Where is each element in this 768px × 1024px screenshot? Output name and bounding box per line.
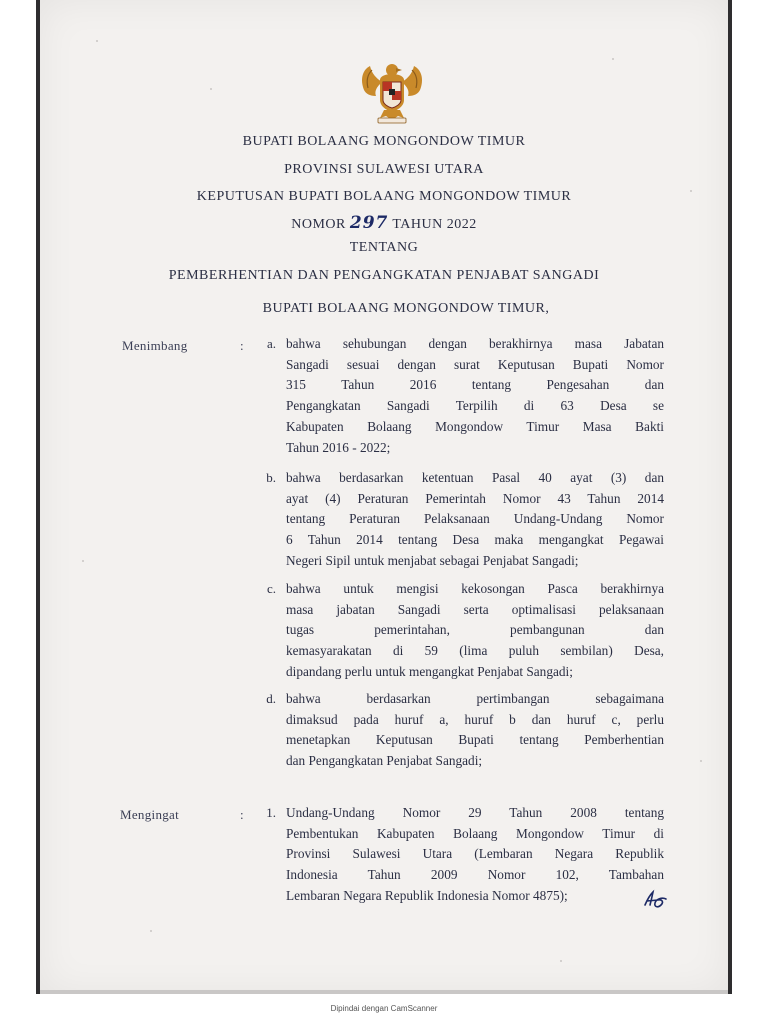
scan-speck (560, 960, 562, 962)
menimbang-marker-a: a. (266, 336, 276, 351)
handwritten-paraf-icon (642, 888, 668, 910)
menimbang-d-line: bahwa berdasarkan pertimbangan sebagaimana (286, 691, 664, 706)
nomor-year: TAHUN 2022 (392, 217, 477, 232)
menimbang-a-line: Tahun 2016 - 2022; (286, 439, 391, 455)
menimbang-item-b (286, 468, 664, 572)
header-issuer: BUPATI BOLAANG MONGONDOW TIMUR, (262, 301, 550, 316)
menimbang-c-line: masa jabatan Sangadi serta optimalisasi pelaksanaan (286, 601, 664, 617)
nomor-handwritten-number: 297 (349, 213, 389, 233)
menimbang-a-line: Kabupaten Bolaang Mongondow Timur Masa Bakti (286, 418, 664, 434)
menimbang-b-line: 6 Tahun 2014 tentang Desa maka mengangkat Pegawai (286, 532, 664, 548)
menimbang-label: Menimbang (122, 338, 188, 353)
menimbang-c-line: bahwa untuk mengisi kekosongan Pasca berakhirnya (286, 581, 664, 596)
menimbang-a-line: Sangadi sesuai dengan surat Keputusan Bupati Nomor (286, 356, 664, 372)
page-bottom-edge (40, 990, 728, 994)
mengingat-1-line: Undang-Undang Nomor 29 Tahun 2008 tentang (286, 805, 664, 820)
menimbang-item-c (286, 579, 664, 683)
header-regent-title: BUPATI BOLAANG MONGONDOW TIMUR (242, 134, 526, 149)
menimbang-a-line: bahwa sehubungan dengan berakhirnya masa Jabatan (286, 336, 664, 351)
scan-speck (150, 930, 152, 932)
mengingat-1-line: Indonesia Tahun 2009 Nomor 102, Tambahan (286, 867, 664, 883)
menimbang-marker-b: b. (266, 470, 276, 485)
header-province: PROVINSI SULAWESI UTARA (284, 162, 484, 177)
scan-border-right (728, 0, 732, 994)
header-tentang: TENTANG (349, 240, 419, 255)
menimbang-marker-d: d. (266, 691, 276, 706)
menimbang-item-d (286, 689, 664, 772)
menimbang-d-line: dimaksud pada huruf a, huruf b dan huruf c, perlu (286, 711, 664, 727)
nomor-prefix: NOMOR (291, 217, 346, 232)
scan-speck (96, 40, 98, 42)
menimbang-b-line: Negeri Sipil untuk menjabat sebagai Penjabat Sangadi; (286, 552, 579, 568)
menimbang-d-line: dan Pengangkatan Penjabat Sangadi; (286, 753, 483, 769)
menimbang-marker-c: c. (266, 581, 276, 596)
scan-speck (210, 88, 212, 90)
menimbang-c-line: tugas pemerintahan, pembangunan dan (286, 622, 664, 638)
scan-speck (690, 190, 692, 192)
menimbang-c-line: kemasyarakatan di 59 (lima puluh sembilan) Desa, (286, 643, 664, 659)
header-subject: PEMBERHENTIAN DAN PENGANGKATAN PENJABAT SANGADI (168, 268, 600, 283)
menimbang-b-line: tentang Peraturan Pelaksanaan Undang-Undang Nomor (286, 511, 664, 527)
scan-speck (82, 560, 84, 562)
menimbang-item-a (286, 334, 664, 458)
scan-speck (700, 760, 702, 762)
mengingat-1-line: Provinsi Sulawesi Utara (Lembaran Negara Republik (286, 846, 664, 862)
mengingat-marker-1: 1. (266, 805, 276, 820)
menimbang-b-line: ayat (4) Peraturan Pemerintah Nomor 43 Tahun 2014 (286, 490, 664, 506)
menimbang-a-line: 315 Tahun 2016 tentang Pengesahan dan (286, 377, 664, 393)
menimbang-c-line: dipandang perlu untuk mengangkat Penjabat Sangadi; (286, 663, 573, 679)
scan-speck (612, 58, 614, 60)
menimbang-colon: : (240, 338, 244, 353)
mengingat-1-line: Lembaran Negara Republik Indonesia Nomor 4875); (286, 887, 568, 903)
header-decree-number (40, 213, 728, 233)
menimbang-a-line: Pengangkatan Sangadi Terpilih di 63 Desa se (286, 398, 664, 414)
menimbang-d-line: menetapkan Keputusan Bupati tentang Pemberhentian (286, 732, 664, 748)
mengingat-1-line: Pembentukan Kabupaten Bolaang Mongondow Timur di (286, 825, 664, 841)
mengingat-item-1 (286, 803, 664, 907)
scanner-watermark: Dipindai dengan CamScanner (330, 1004, 438, 1013)
garuda-emblem-icon (356, 60, 428, 126)
menimbang-b-line: bahwa berdasarkan ketentuan Pasal 40 ayat (3) dan (286, 470, 664, 485)
mengingat-colon: : (240, 807, 244, 822)
header-decree-title: KEPUTUSAN BUPATI BOLAANG MONGONDOW TIMUR (196, 189, 572, 204)
mengingat-label: Mengingat (120, 807, 180, 822)
